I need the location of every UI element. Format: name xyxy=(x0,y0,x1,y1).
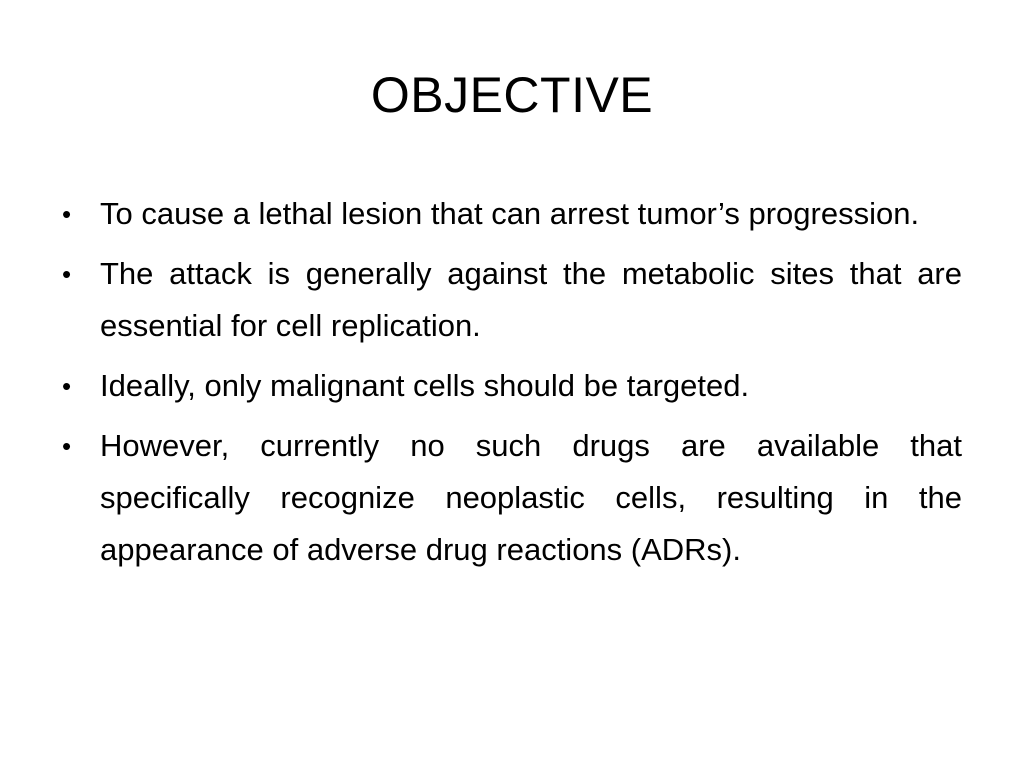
bullet-text: Ideally, only malignant cells should be targeted. xyxy=(100,368,750,403)
bullet-icon: • xyxy=(62,431,72,461)
bullet-list xyxy=(62,188,962,584)
bullet-item xyxy=(62,188,962,240)
bullet-icon: • xyxy=(62,259,72,289)
slide-title: OBJECTIVE xyxy=(370,67,654,123)
bullet-item xyxy=(62,360,962,412)
bullet-item xyxy=(62,420,962,576)
bullet-icon: • xyxy=(62,199,72,229)
bullet-item xyxy=(62,248,962,352)
bullet-text: To cause a lethal lesion that can arrest tumor’s progression. xyxy=(100,196,920,231)
bullet-text: However, currently no such drugs are available that specifically recognize neoplastic cells, resulting in the appearance of adverse drug reactions (ADRs). xyxy=(100,428,962,567)
bullet-text: The attack is generally against the metabolic sites that are essential for cell replication. xyxy=(100,256,962,343)
bullet-icon: • xyxy=(62,371,72,401)
